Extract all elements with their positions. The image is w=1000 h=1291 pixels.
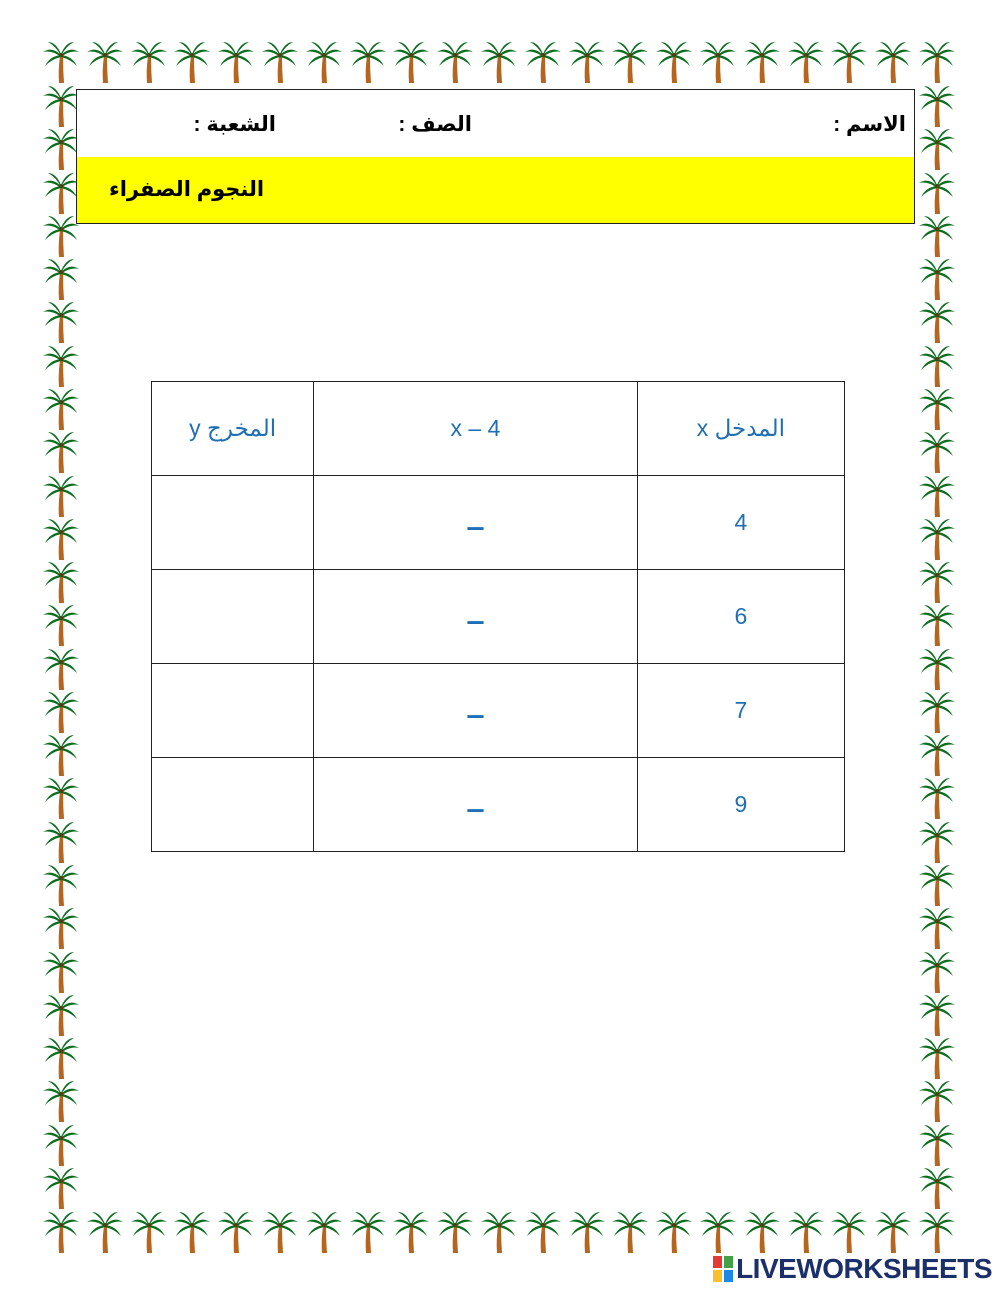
palm-tree-icon (699, 1210, 737, 1254)
palm-tree-icon (261, 40, 299, 84)
palm-tree-icon (655, 1210, 693, 1254)
palm-tree-icon (918, 863, 956, 907)
palm-tree-icon (743, 40, 781, 84)
palm-tree-icon (918, 993, 956, 1037)
palm-tree-icon (42, 690, 80, 734)
palm-tree-icon (918, 127, 956, 171)
palm-tree-icon (787, 1210, 825, 1254)
palm-tree-icon (86, 40, 124, 84)
palm-tree-icon (42, 84, 80, 128)
palm-tree-icon (699, 40, 737, 84)
palm-tree-icon (568, 40, 606, 84)
palm-tree-icon (830, 1210, 868, 1254)
header-output: المخرج y (152, 382, 314, 476)
palm-tree-icon (918, 171, 956, 215)
palm-tree-icon (787, 40, 825, 84)
table-row (152, 664, 845, 758)
palm-tree-icon (918, 950, 956, 994)
palm-tree-icon (918, 820, 956, 864)
palm-tree-icon (130, 1210, 168, 1254)
output-answer-cell[interactable] (152, 476, 314, 570)
palm-tree-icon (918, 474, 956, 518)
palm-tree-icon (42, 344, 80, 388)
section-label: الشعبة : (193, 113, 276, 136)
palm-tree-icon (918, 517, 956, 561)
student-info-header (76, 89, 915, 224)
table-row (152, 758, 845, 852)
palm-tree-icon (918, 257, 956, 301)
rule-answer-cell[interactable]: ــ (314, 758, 637, 852)
palm-tree-icon (349, 1210, 387, 1254)
palm-tree-icon (42, 1036, 80, 1080)
palm-tree-icon (42, 603, 80, 647)
palm-tree-icon (918, 776, 956, 820)
palm-tree-icon (42, 950, 80, 994)
palm-tree-icon (918, 344, 956, 388)
palm-tree-icon (480, 40, 518, 84)
palm-tree-icon (42, 733, 80, 777)
group-banner (77, 157, 914, 223)
palm-tree-icon (42, 40, 80, 84)
palm-tree-icon (42, 127, 80, 171)
palm-tree-icon (86, 1210, 124, 1254)
header-input: المدخل x (637, 382, 844, 476)
palm-tree-icon (42, 906, 80, 950)
palm-tree-icon (42, 820, 80, 864)
palm-tree-icon (480, 1210, 518, 1254)
palm-tree-icon (918, 1210, 956, 1254)
palm-tree-icon (918, 560, 956, 604)
palm-tree-icon (918, 300, 956, 344)
input-cell: 9 (637, 758, 844, 852)
palm-tree-icon (918, 84, 956, 128)
palm-tree-icon (42, 1079, 80, 1123)
palm-tree-icon (874, 40, 912, 84)
palm-tree-icon (42, 517, 80, 561)
palm-tree-icon (173, 40, 211, 84)
liveworksheets-wordmark: LIVEWORKSHEETS (736, 1253, 992, 1284)
rule-answer-cell[interactable]: ــ (314, 476, 637, 570)
palm-tree-icon (42, 387, 80, 431)
palm-tree-icon (918, 906, 956, 950)
palm-tree-icon (42, 300, 80, 344)
group-name: النجوم الصفراء (109, 178, 265, 201)
palm-tree-icon (918, 733, 956, 777)
palm-tree-icon (42, 214, 80, 258)
output-answer-cell[interactable] (152, 570, 314, 664)
palm-tree-icon (918, 1036, 956, 1080)
palm-tree-icon (42, 171, 80, 215)
palm-tree-icon (217, 1210, 255, 1254)
liveworksheets-logo[interactable] (713, 1253, 992, 1285)
input-cell: 7 (637, 664, 844, 758)
palm-tree-icon (42, 647, 80, 691)
output-answer-cell[interactable] (152, 664, 314, 758)
palm-tree-icon (874, 1210, 912, 1254)
palm-tree-icon (392, 40, 430, 84)
palm-tree-icon (524, 40, 562, 84)
palm-tree-icon (42, 776, 80, 820)
palm-tree-icon (918, 1079, 956, 1123)
name-label: الاسم : (833, 113, 906, 136)
palm-tree-icon (42, 1210, 80, 1254)
palm-tree-icon (42, 1166, 80, 1210)
palm-tree-icon (261, 1210, 299, 1254)
palm-tree-icon (392, 1210, 430, 1254)
table-row (152, 476, 845, 570)
palm-tree-icon (524, 1210, 562, 1254)
palm-tree-icon (305, 40, 343, 84)
student-info-row (77, 90, 914, 158)
palm-tree-icon (743, 1210, 781, 1254)
palm-tree-icon (918, 1123, 956, 1167)
palm-tree-icon (655, 40, 693, 84)
palm-tree-icon (217, 40, 255, 84)
palm-tree-icon (349, 40, 387, 84)
palm-tree-icon (918, 40, 956, 84)
palm-tree-icon (918, 647, 956, 691)
output-answer-cell[interactable] (152, 758, 314, 852)
palm-tree-icon (918, 603, 956, 647)
palm-tree-icon (918, 1166, 956, 1210)
input-cell: 4 (637, 476, 844, 570)
input-output-table (151, 381, 845, 852)
palm-tree-icon (42, 257, 80, 301)
rule-answer-cell[interactable]: ــ (314, 570, 637, 664)
live-badge-icon (713, 1256, 733, 1282)
palm-tree-icon (436, 1210, 474, 1254)
palm-tree-icon (42, 474, 80, 518)
palm-tree-icon (173, 1210, 211, 1254)
palm-tree-icon (611, 40, 649, 84)
palm-tree-icon (130, 40, 168, 84)
palm-tree-icon (42, 430, 80, 474)
palm-tree-icon (42, 993, 80, 1037)
palm-tree-icon (611, 1210, 649, 1254)
palm-tree-icon (42, 560, 80, 604)
palm-tree-icon (918, 430, 956, 474)
input-cell: 6 (637, 570, 844, 664)
rule-answer-cell[interactable]: ــ (314, 664, 637, 758)
palm-tree-icon (436, 40, 474, 84)
class-label: الصف : (398, 113, 472, 136)
palm-tree-icon (305, 1210, 343, 1254)
palm-tree-icon (830, 40, 868, 84)
palm-tree-icon (918, 690, 956, 734)
palm-tree-icon (568, 1210, 606, 1254)
palm-tree-icon (42, 863, 80, 907)
palm-tree-icon (918, 387, 956, 431)
palm-tree-icon (918, 214, 956, 258)
palm-tree-icon (42, 1123, 80, 1167)
table-row (152, 570, 845, 664)
header-rule: x – 4 (314, 382, 637, 476)
table-header-row (152, 382, 845, 476)
